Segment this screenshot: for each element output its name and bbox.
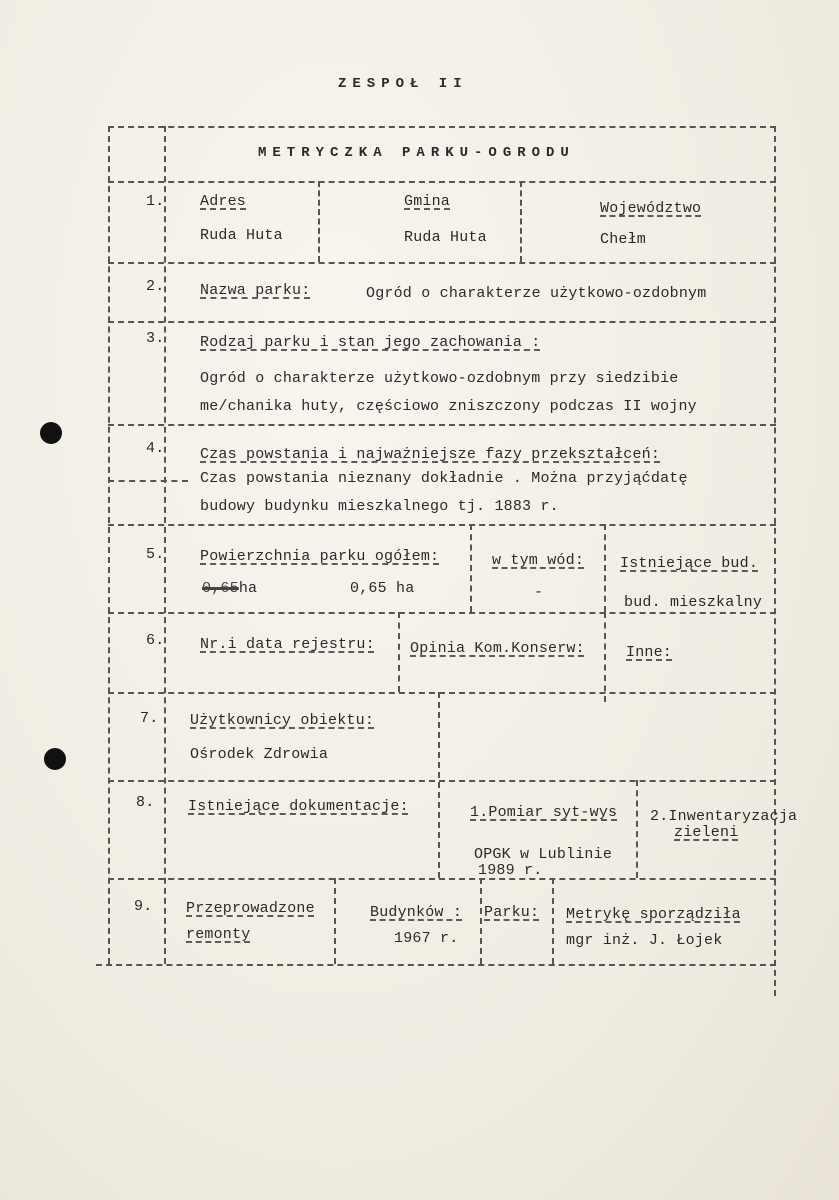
documentation-item1: 1.Pomiar syt-wys bbox=[470, 804, 618, 821]
grid-line-right bbox=[774, 126, 776, 996]
water-label: w tym wód: bbox=[492, 552, 585, 569]
renovations-label-line2: remonty bbox=[186, 926, 251, 943]
users-label: Użytkownicy obiektu: bbox=[190, 712, 375, 729]
area-struck-unit: ha bbox=[238, 580, 258, 597]
row5-number: 5. bbox=[146, 546, 165, 563]
grid-line-row2-bottom bbox=[108, 321, 776, 323]
row7-number: 7. bbox=[140, 710, 159, 727]
punch-hole-bottom bbox=[44, 748, 66, 770]
park-type-line1: Ogród o charakterze użytkowo-ozdobnym przy siedzibie bbox=[200, 370, 679, 387]
address-label: Adres bbox=[200, 193, 247, 210]
grid-line-r8-b bbox=[636, 780, 638, 878]
documentation-item2: 2.Inwentaryzacja bbox=[650, 808, 798, 825]
grid-line-row4-bottom bbox=[108, 524, 776, 526]
area-struck-number: 0,65 bbox=[202, 580, 239, 597]
buildings-value: bud. mieszkalny bbox=[624, 594, 763, 611]
prepared-by-value: mgr inż. J. Łojek bbox=[566, 932, 723, 949]
park-name-label: Nazwa parku: bbox=[200, 282, 311, 299]
grid-line-r5-b bbox=[604, 524, 606, 612]
park-renovation-label: Parku: bbox=[484, 904, 540, 921]
other-label: Inne: bbox=[626, 644, 673, 661]
buildings-label: Istniejące bud. bbox=[620, 555, 759, 572]
grid-line-row3-bottom bbox=[108, 424, 776, 426]
prepared-by-label: Metrykę sporządziła bbox=[566, 906, 741, 923]
row2-number: 2. bbox=[146, 278, 165, 295]
row3-number: 3. bbox=[146, 330, 165, 347]
park-type-label: Rodzaj parku i stan jego zachowania : bbox=[200, 334, 541, 351]
area-struck-value bbox=[202, 580, 257, 597]
area-value: 0,65 ha bbox=[350, 580, 415, 597]
history-label: Czas powstania i najważniejsze fazy przekształceń: bbox=[200, 446, 661, 463]
grid-line-r9-b bbox=[480, 878, 482, 964]
park-type-line2: me/chanika huty, częściowo zniszczony podczas II wojny bbox=[200, 398, 697, 415]
grid-line-row8-bottom bbox=[108, 878, 776, 880]
voivodeship-value: Chełm bbox=[600, 231, 647, 248]
page-header: ZESPOŁ II bbox=[338, 76, 468, 92]
history-line2: budowy budynku mieszkalnego tj. 1883 r. bbox=[200, 498, 559, 515]
grid-line-row6-bottom bbox=[108, 692, 776, 694]
grid-line-r1-b bbox=[520, 181, 522, 262]
conservator-opinion-label: Opinia Kom.Konserw: bbox=[410, 640, 585, 657]
documentation-item1-year: 1989 r. bbox=[478, 862, 543, 879]
grid-line-r7-a bbox=[438, 692, 440, 878]
buildings-renovation-label: Budynków : bbox=[370, 904, 463, 921]
grid-line-r9-c bbox=[552, 878, 554, 964]
row8-number: 8. bbox=[136, 794, 155, 811]
form-title: METRYCZKA PARKU-OGRODU bbox=[258, 145, 575, 161]
row1-number: 1. bbox=[146, 193, 165, 210]
grid-line-bottom bbox=[96, 964, 776, 966]
grid-line-r6-b bbox=[604, 612, 606, 702]
documentation-item1-source: OPGK w Lublinie bbox=[474, 846, 613, 863]
water-value: - bbox=[534, 584, 544, 601]
row4-number: 4. bbox=[146, 440, 165, 457]
documentation-label: Istniejące dokumentacje: bbox=[188, 798, 409, 815]
gmina-value: Ruda Huta bbox=[404, 229, 487, 246]
grid-line-r6-a bbox=[398, 612, 400, 692]
grid-line-left bbox=[108, 126, 110, 964]
grid-line-stray bbox=[108, 480, 188, 482]
grid-line-number-col bbox=[164, 126, 166, 964]
address-value: Ruda Huta bbox=[200, 227, 283, 244]
grid-line-r9-a bbox=[334, 878, 336, 964]
area-label: Powierzchnia parku ogółem: bbox=[200, 548, 440, 565]
renovations-label-line1: Przeprowadzone bbox=[186, 900, 315, 917]
buildings-renovation-value: 1967 r. bbox=[394, 930, 459, 947]
grid-line-title-bottom bbox=[108, 181, 776, 183]
voivodeship-label: Województwo bbox=[600, 200, 702, 217]
users-value: Ośrodek Zdrowia bbox=[190, 746, 329, 763]
gmina-label: Gmina bbox=[404, 193, 451, 210]
park-name-value: Ogród o charakterze użytkowo-ozdobnym bbox=[366, 285, 707, 302]
history-line1: Czas powstania nieznany dokładnie . Można przyjąćdatę bbox=[200, 470, 688, 487]
grid-line-row5-bottom bbox=[108, 612, 776, 614]
row6-number: 6. bbox=[146, 632, 165, 649]
register-label: Nr.i data rejestru: bbox=[200, 636, 375, 653]
documentation-item2-continued: zieleni bbox=[674, 824, 739, 841]
grid-line-row1-bottom bbox=[108, 262, 776, 264]
punch-hole-top bbox=[40, 422, 62, 444]
grid-line-r1-a bbox=[318, 181, 320, 262]
row9-number: 9. bbox=[134, 898, 153, 915]
grid-line-row7-bottom bbox=[108, 780, 776, 782]
grid-line-top bbox=[108, 126, 776, 128]
grid-line-r5-a bbox=[470, 524, 472, 612]
